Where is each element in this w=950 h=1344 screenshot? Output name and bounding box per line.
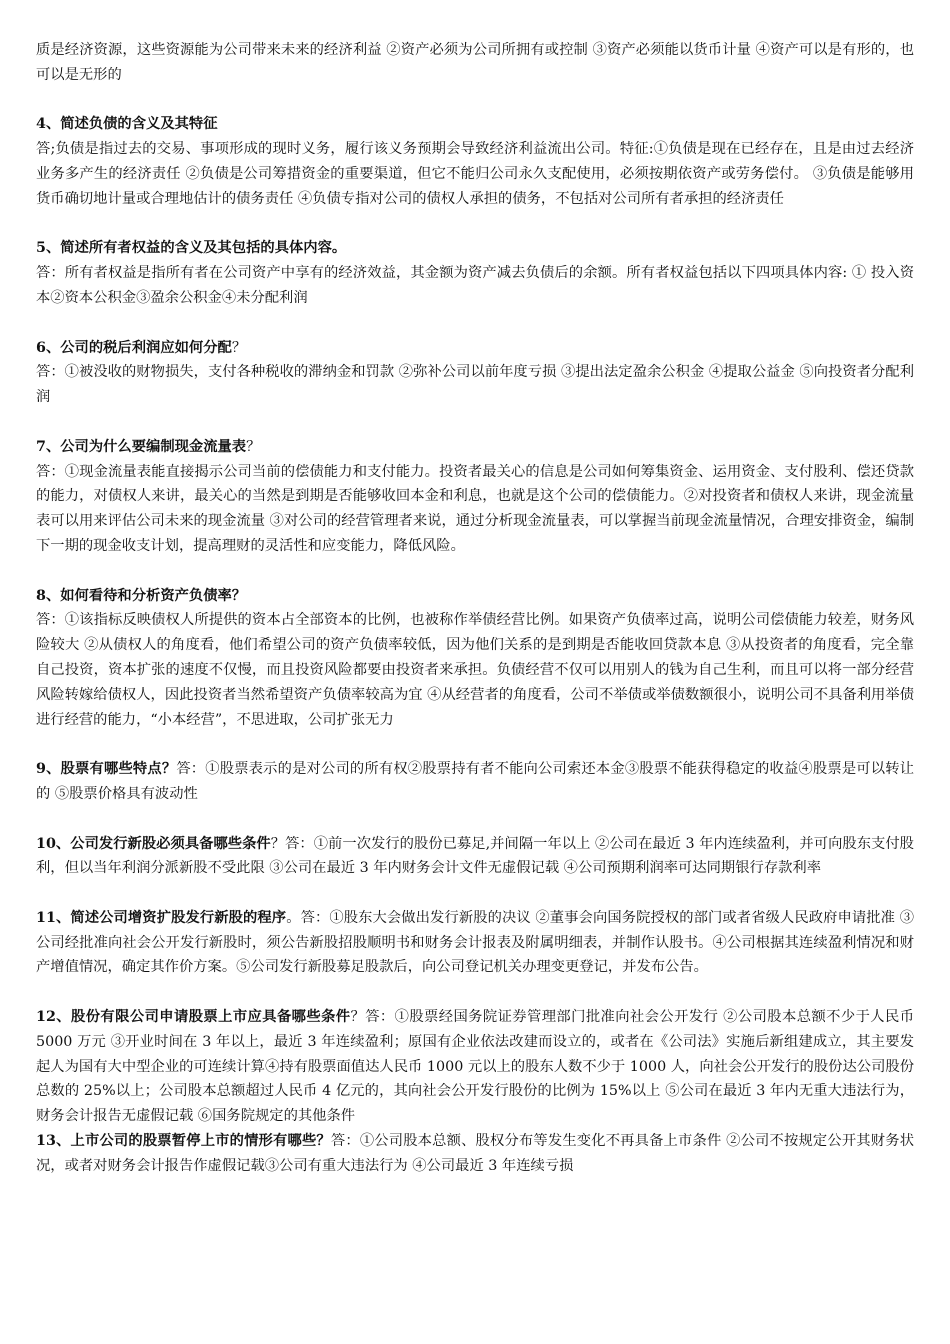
answer-text: 答：①股票表示的是对公司的所有权②股票持有者不能向公司索还本金③股票不能获得稳定的收益④股票是可以转让的 ⑤股票价格具有波动性 (36, 761, 914, 802)
question-heading: 11、简述公司增资扩股发行新股的程序 (36, 909, 287, 926)
question-heading: 6、公司的税后利润应如何分配 (36, 339, 232, 356)
section-7 (36, 435, 914, 559)
question-heading: 10、公司发行新股必须具备哪些条件 (36, 835, 271, 852)
answer-text: ？答：①前一次发行的股份已募足,并间隔一年以上 ②公司在最近 3 年内连续盈利，并可向股东支付股利，但以当年利润分派新股不受此限 ③公司在最近 3 年内财务会计文件无虚假记载 ④公司预期利润率可达同期银行存款利率 (36, 835, 914, 877)
question-heading: 9、股票有哪些特点？ (36, 761, 177, 778)
section-6 (36, 336, 914, 410)
section-5 (36, 236, 914, 310)
document-page (36, 38, 914, 1179)
answer-text: 答：①该指标反映债权人所提供的资本占全部资本的比例，也被称作举债经营比例。如果资产负债率过高，说明公司偿债能力较差，财务风险较大 ②从债权人的角度看，他们希望公司的资产负债率较低，因为他们关系的是到期是否能收回贷款本息 ③从投资者的角度看，完全靠自己投资，资本扩张的速度不仅慢，而且投资风险都要由投资者来承担。负债经营不仅可以用别人的钱为自己生利，而且可以将一部分经营风险转嫁给债权人，因此投资者当然希望资产负债率较高为宜 ④从经营者的角度看，公司不举债或举债数额很小，说明公司不具备利用举债进行经营的能力，“小本经营”，不思进取，公司扩张无力 (36, 612, 914, 728)
section-4 (36, 112, 914, 211)
answer-text: 答：①公司股本总额、股权分布等发生变化不再具备上市条件 ②公司不按规定公开其财务状况，或者对财务会计报告作虚假记载③公司有重大违法行为 ④公司最近 3 年连续亏损 (36, 1133, 914, 1174)
answer-text: 答：①被没收的财物损失，支付各种税收的滞纳金和罚款 ②弥补公司以前年度亏损 ③提出法定盈余公积金 ④提取公益金 ⑤向投资者分配利润 (36, 364, 914, 406)
intro-paragraph: 质是经济资源，这些资源能为公司带来未来的经济利益 ②资产必须为公司所拥有或控制 ③资产必须能以货币计量 ④资产可以是有形的，也可以是无形的 (36, 42, 914, 83)
section-11 (36, 906, 914, 980)
question-heading: 8、如何看待和分析资产负债率？ (36, 587, 247, 604)
answer-text: 答;负债是指过去的交易、事项形成的现时义务，履行该义务预期会导致经济利益流出公司。特征:①负债是现在已经存在，且是由过去经济业务多产生的经济责任 ②负债是公司筹措资金的重要渠道，但它不能归公司永久支配使用，必须按期依资产或劳务偿付。 ③负债是能够用货币确切地计量或合理地估计的债务责任 ④负债专指对公司的债权人承担的债务，不包括对公司所有者承担的经济责任 (36, 141, 914, 207)
question-mark: ？ (231, 339, 247, 356)
question-heading: 5、简述所有者权益的含义及其包括的具体内容。 (36, 240, 347, 257)
question-mark: ？ (246, 438, 261, 455)
question-heading: 4、简述负债的含义及其特征 (36, 116, 218, 133)
section-10 (36, 832, 914, 882)
answer-text: 答：①现金流量表能直接揭示公司当前的偿债能力和支付能力。投资者最关心的信息是公司如何筹集资金、运用资金、支付股利、偿还贷款的能力，对债权人来讲，最关心的当然是到期是否能够收回本金和利息，也就是这个公司的偿债能力。②对投资者和债权人来讲，现金流量表可以用来评估公司未来的现金流量 ③对公司的经营管理者来说，通过分析现金流量表，可以掌握当前现金流量情况，合理安排资金，编制下一期的现金收支计划，提高理财的灵活性和应变能力，降低风险。 (36, 463, 914, 554)
question-heading: 12、股份有限公司申请股票上市应具备哪些条件 (36, 1009, 351, 1026)
answer-text: 。答：①股东大会做出发行新股的决议 ②董事会向国务院授权的部门或者省级人民政府申请批准 ③公司经批准向社会公开发行新股时，须公告新股招股顺明书和财务会计报表及附属明细表，并制作认股书。④公司根据其连续盈利情况和财产增值情况，确定其作价方案。⑤公司发行新股募足股款后，向公司登记机关办理变更登记，并发布公告。 (36, 909, 914, 976)
answer-text: ？答：①股票经国务院证券管理部门批准向社会公开发行 ②公司股本总额不少于人民币 5000 万元 ③开业时间在 3 年以上，最近 3 年连续盈利；原国有企业依法改建而设立的，或者在《公司法》实施后新组建成立，其主要发起人为国有大中型企业的可连续计算④持有股票面值达人民币 1000 元以上的股东人数不少于 1000 人，向社会公开发行的股份达公司股份总数的 25%以上；公司股本总额超过人民币 4 亿元的，其向社会公开发行股份的比例为 15%以上 ⑤公司在最近 3 年内无重大违法行为，财务会计报告无虚假记载 ⑥国务院规定的其他条件 (36, 1009, 914, 1125)
section-13 (36, 1129, 914, 1179)
answer-text: 答：所有者权益是指所有者在公司资产中享有的经济效益，其金额为资产减去负债后的余额。所有者权益包括以下四项具体内容: ① 投入资本②资本公积金③盈余公积金④未分配利润 (36, 265, 914, 306)
question-heading: 7、公司为什么要编制现金流量表 (36, 438, 247, 455)
section-8 (36, 584, 914, 733)
section-12 (36, 1005, 914, 1129)
section-9 (36, 757, 914, 807)
question-heading: 13、上市公司的股票暂停上市的情形有哪些？ (36, 1133, 331, 1150)
